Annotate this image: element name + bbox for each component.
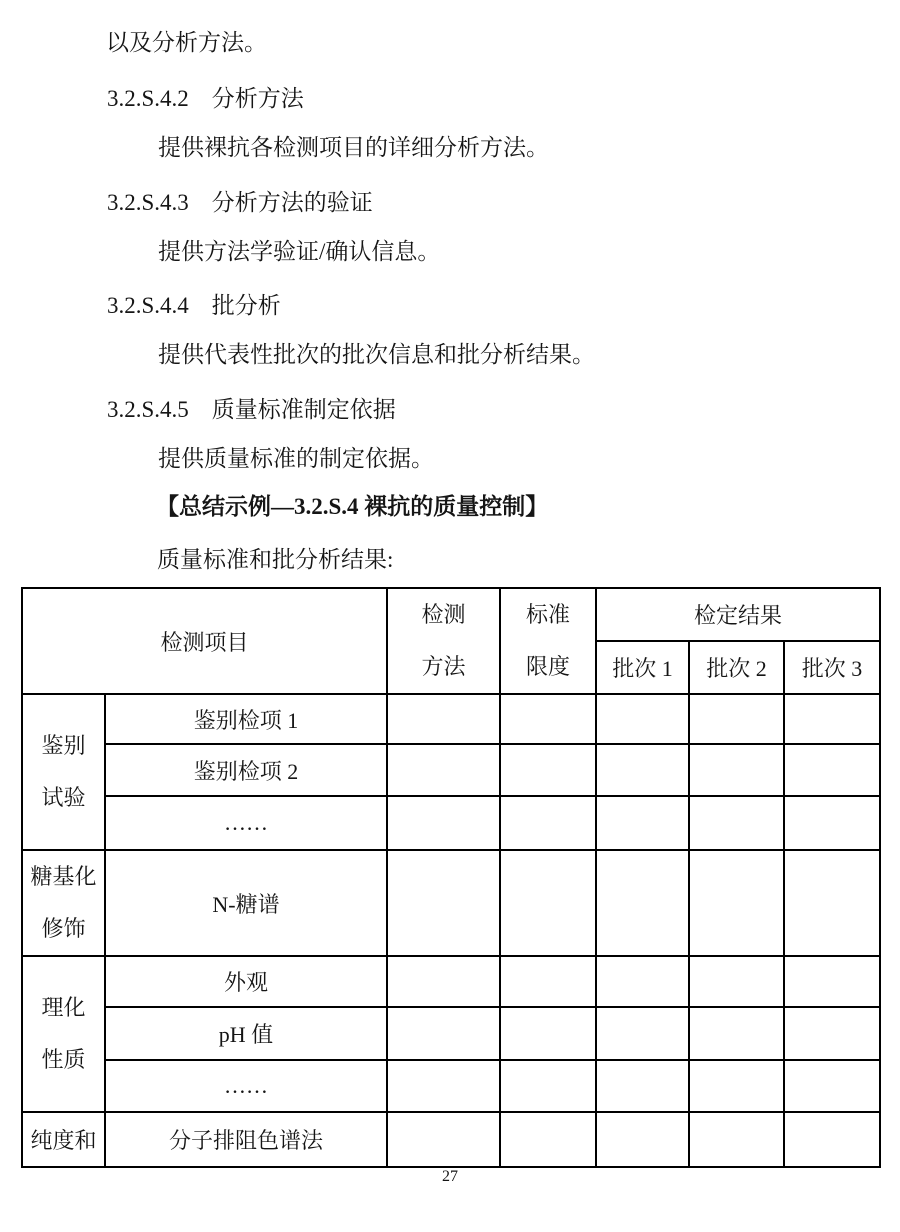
body-text: 以及分析方法。 [106,30,267,55]
table-row [22,694,880,744]
example-heading: 【总结示例—3.2.S.4 裸抗的质量控制】 [156,494,549,519]
result-cell [500,744,596,796]
result-cell [596,850,689,956]
table-row [22,1112,880,1167]
result-cell [784,1060,880,1112]
item-cell: pH 值 [105,1007,387,1060]
table-row [22,956,880,1007]
result-cell [596,796,689,850]
category-cell: 纯度和 [22,1112,105,1167]
result-cell [784,744,880,796]
body-text: 提供代表性批次的批次信息和批分析结果。 [158,342,595,367]
result-cell [596,744,689,796]
category-line2: 性质 [41,1047,86,1072]
category-line2: 试验 [41,785,86,810]
header-standard-limit-line1: 标准 [525,602,570,627]
result-cell [500,694,596,744]
table-row [22,744,880,796]
table-row [22,796,880,850]
category-line1: 糖基化 [30,864,97,889]
result-cell [387,1060,500,1112]
result-cell [784,850,880,956]
result-cell [387,796,500,850]
result-cell [689,956,784,1007]
header-test-method-line1: 检测 [421,602,466,627]
result-cell [784,956,880,1007]
header-batch-3: 批次 3 [784,641,880,694]
item-cell: …… [105,1060,387,1112]
item-cell: 分子排阻色谱法 [105,1112,387,1167]
body-text: 提供裸抗各检测项目的详细分析方法。 [158,135,549,160]
item-cell: N-糖谱 [105,850,387,956]
section-heading: 3.2.S.4.3 分析方法的验证 [107,190,373,215]
result-cell [500,956,596,1007]
header-batch-2: 批次 2 [689,641,784,694]
result-cell [500,1060,596,1112]
result-cell [784,694,880,744]
item-cell: 外观 [105,956,387,1007]
header-batch-1: 批次 1 [596,641,689,694]
header-standard-limit-line2: 限度 [525,654,570,679]
item-cell: …… [105,796,387,850]
result-cell [500,1007,596,1060]
result-cell [387,1007,500,1060]
section-heading: 3.2.S.4.4 批分析 [107,293,281,318]
category-cell [22,850,105,956]
table-row [22,850,880,956]
header-standard-limit [500,588,596,694]
header-result-group: 检定结果 [596,588,880,641]
result-cell [689,1060,784,1112]
result-cell [596,1007,689,1060]
result-cell [387,744,500,796]
header-test-method [387,588,500,694]
item-cell: 鉴别检项 2 [105,744,387,796]
table-row [22,1007,880,1060]
result-cell [596,1112,689,1167]
result-cell [689,1112,784,1167]
result-cell [689,744,784,796]
result-cell [500,796,596,850]
category-cell [22,956,105,1112]
header-test-item: 检测项目 [22,588,387,694]
result-cell [387,850,500,956]
page-number: 27 [442,1168,458,1185]
spec-batch-table [21,587,881,1168]
category-line1: 理化 [41,995,86,1020]
result-cell [596,956,689,1007]
result-cell [784,1007,880,1060]
result-cell [500,850,596,956]
result-cell [689,796,784,850]
result-cell [596,694,689,744]
category-cell [22,694,105,850]
section-heading: 3.2.S.4.2 分析方法 [107,86,304,111]
body-text: 提供质量标准的制定依据。 [158,446,434,471]
result-cell [784,1112,880,1167]
result-cell [387,1112,500,1167]
table-caption: 质量标准和批分析结果: [157,547,394,572]
result-cell [689,694,784,744]
result-cell [387,694,500,744]
result-cell [784,796,880,850]
result-cell [689,1007,784,1060]
result-cell [387,956,500,1007]
category-line2: 修饰 [41,916,86,941]
result-cell [500,1112,596,1167]
result-cell [596,1060,689,1112]
category-line1: 鉴别 [41,733,86,758]
body-text: 提供方法学验证/确认信息。 [158,239,441,264]
header-test-method-line2: 方法 [421,654,466,679]
section-heading: 3.2.S.4.5 质量标准制定依据 [107,397,396,422]
table-row [22,1060,880,1112]
result-cell [689,850,784,956]
item-cell: 鉴别检项 1 [105,694,387,744]
